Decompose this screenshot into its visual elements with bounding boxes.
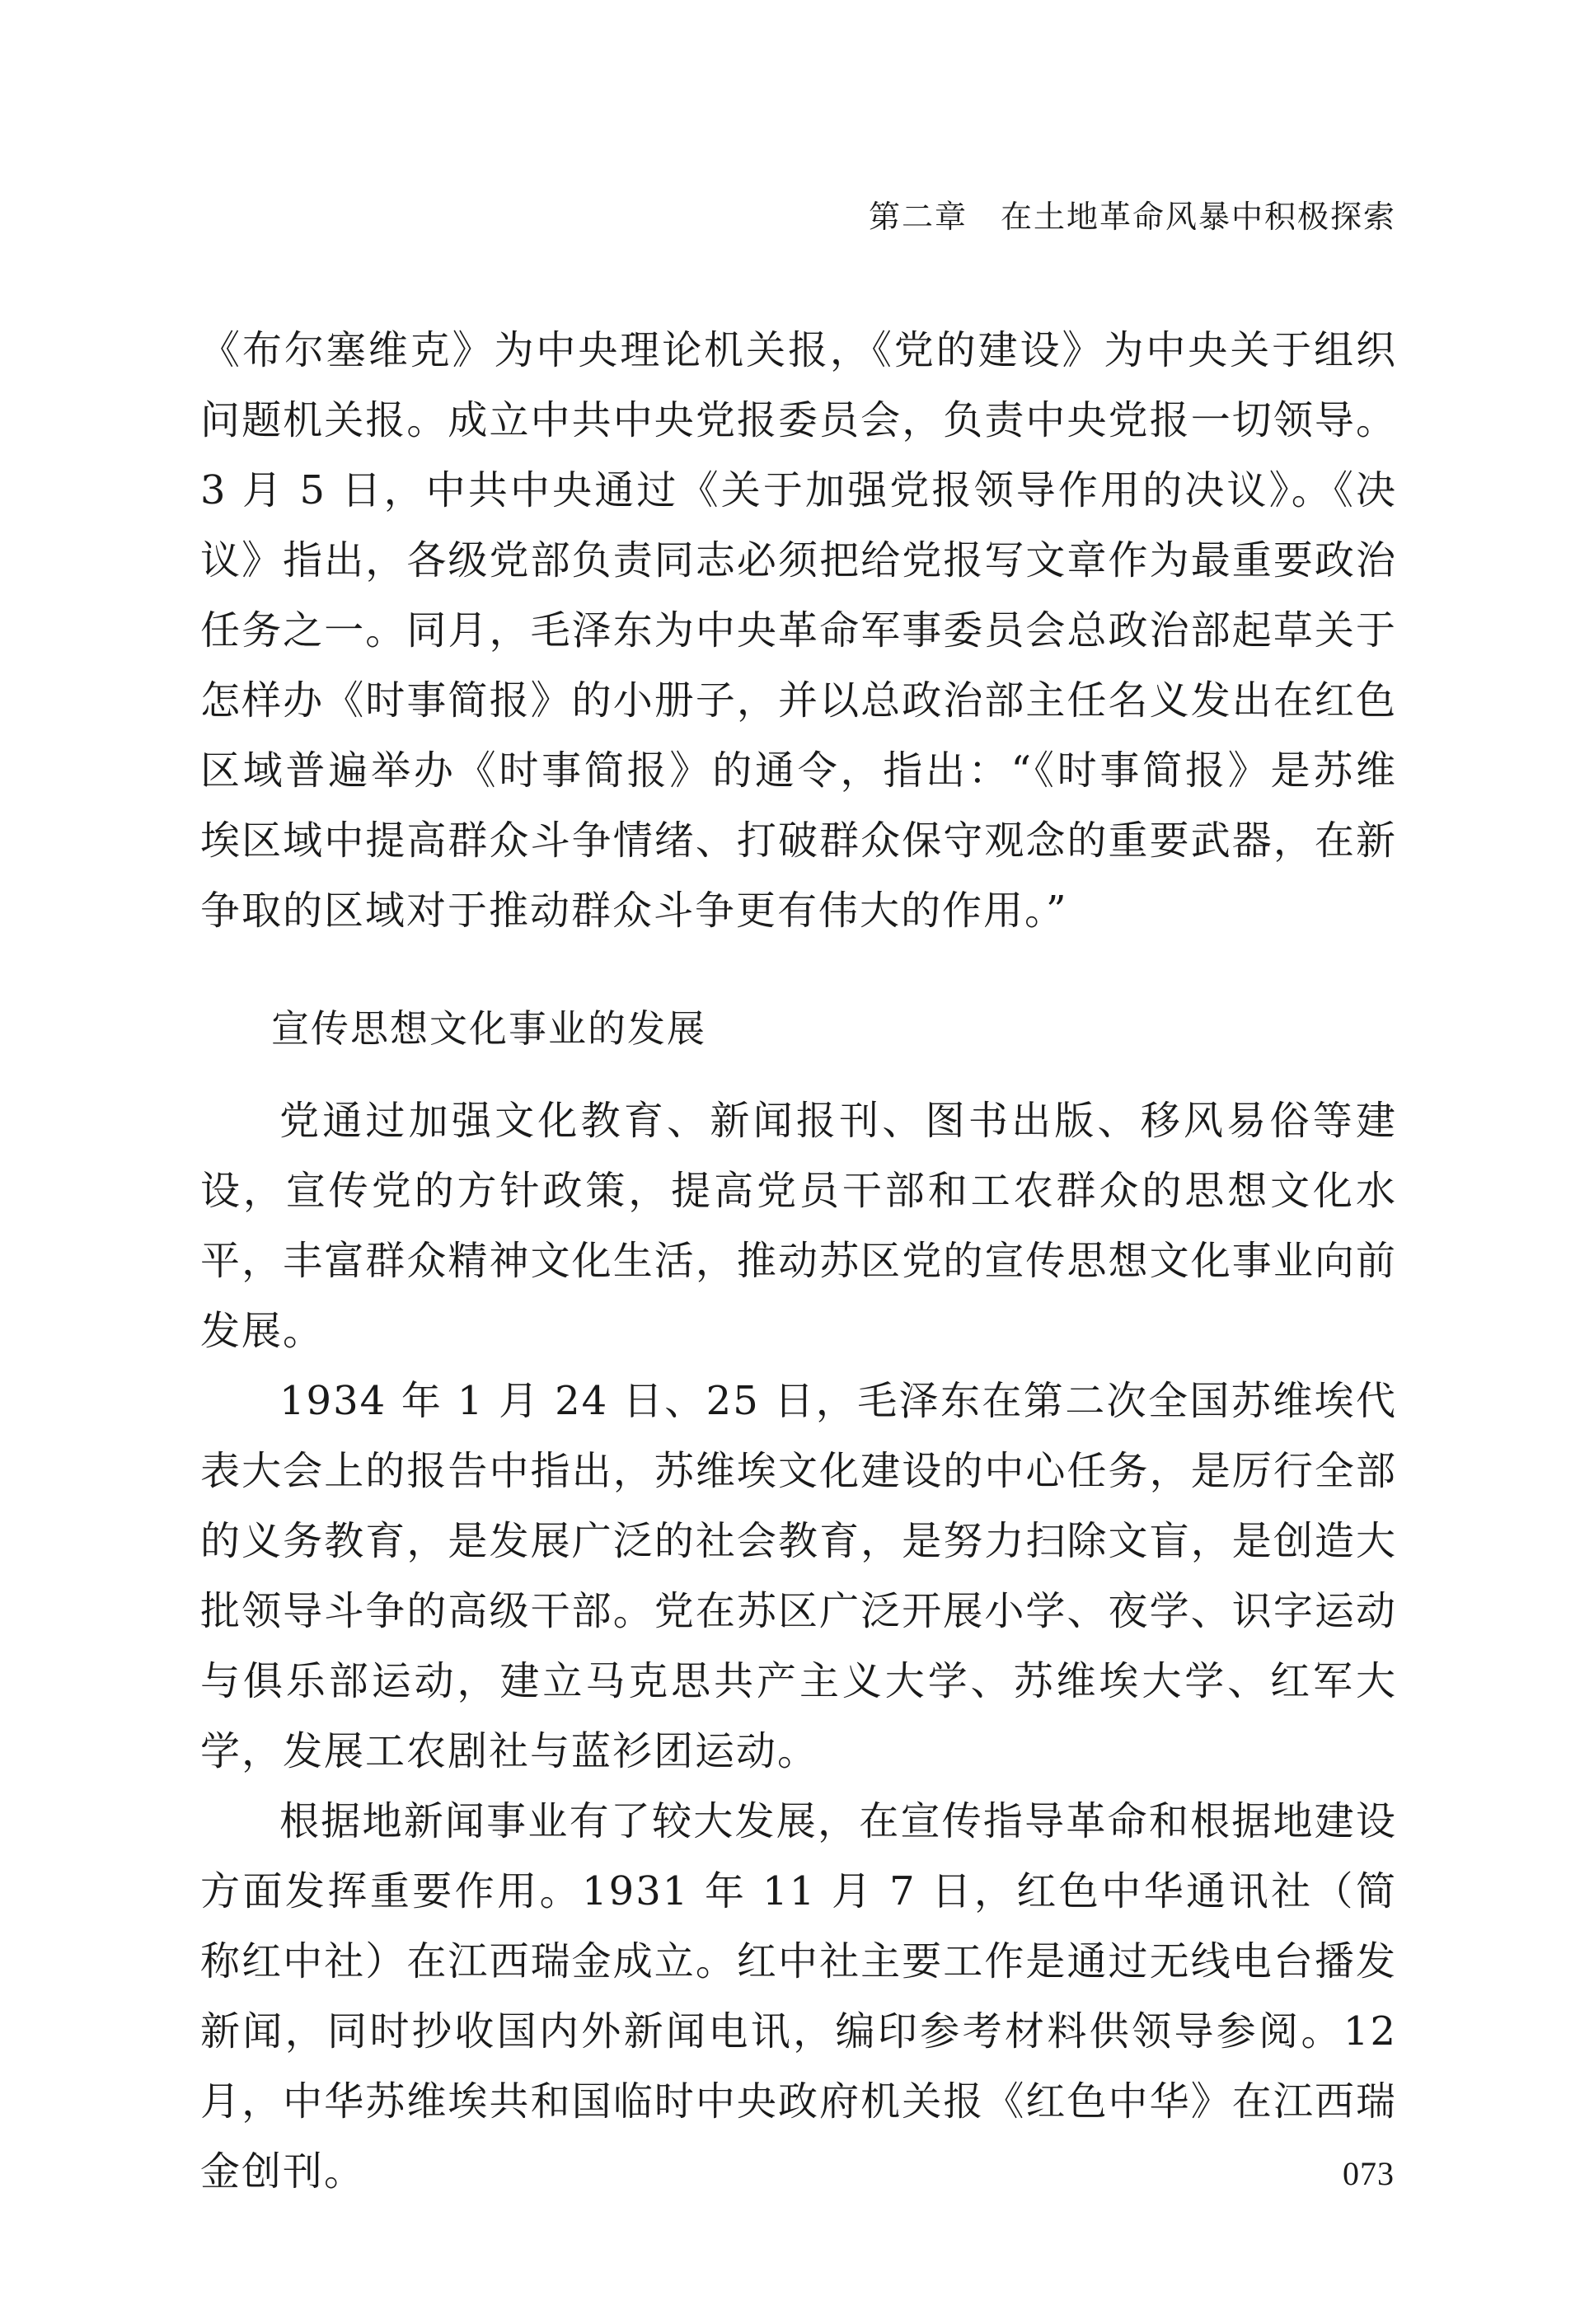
running-header xyxy=(869,191,1396,237)
page-body xyxy=(200,316,1397,2207)
section-heading: 宣传思想文化事业的发展 xyxy=(271,1006,706,1051)
page-number: 073 xyxy=(1343,2155,1395,2192)
chapter-title: 在土地革命风暴中积极探索 xyxy=(1000,199,1396,235)
paragraph: 1934 年 1 月 24 日、25 日，毛泽东在第二次全国苏维埃代表大会上的报告中指出，苏维埃文化建设的中心任务，是厉行全部的义务教育，是发展广泛的社会教育，是努力扫除文盲，是创造大批领导斗争的高级干部。党在苏区广泛开展小学、夜学、识字运动与俱乐部运动，建立马克思共产主义大学、苏维埃大学、红军大学，发展工农剧社与蓝衫团运动。 xyxy=(200,1378,1397,1774)
paragraph: 《布尔塞维克》为中央理论机关报，《党的建设》为中央关于组织问题机关报。成立中共中央党报委员会，负责中央党报一切领导。3 月 5 日，中共中央通过《关于加强党报领导作用的决议》。《决议》指出，各级党部负责同志必须把给党报写文章作为最重要政治任务之一。同月，毛泽东为中央革命军事委员会总政治部起草关于怎样办《时事简报》的小册子，并以总政治部主任名义发出在红色区域普遍举办《时事简报》的通令，指出：“《时事简报》是苏维埃区域中提高群众斗争情绪、打破群众保守观念的重要武器，在新争取的区域对于推动群众斗争更有伟大的作用。” xyxy=(200,327,1397,934)
paragraph: 根据地新闻事业有了较大发展，在宣传指导革命和根据地建设方面发挥重要作用。1931 年 11 月 7 日，红色中华通讯社（简称红中社）在江西瑞金成立。红中社主要工作是通过无线电台播发新闻，同时抄收国内外新闻电讯，编印参考材料供领导参阅。12 月，中华苏维埃共和国临时中央政府机关报《红色中华》在江西瑞金创刊。 xyxy=(200,1798,1397,2195)
paragraph: 党通过加强文化教育、新闻报刊、图书出版、移风易俗等建设，宣传党的方针政策，提高党员干部和工农群众的思想文化水平，丰富群众精神文化生活，推动苏区党的宣传思想文化事业向前发展。 xyxy=(200,1098,1397,1354)
chapter-number: 第二章 xyxy=(868,199,968,235)
